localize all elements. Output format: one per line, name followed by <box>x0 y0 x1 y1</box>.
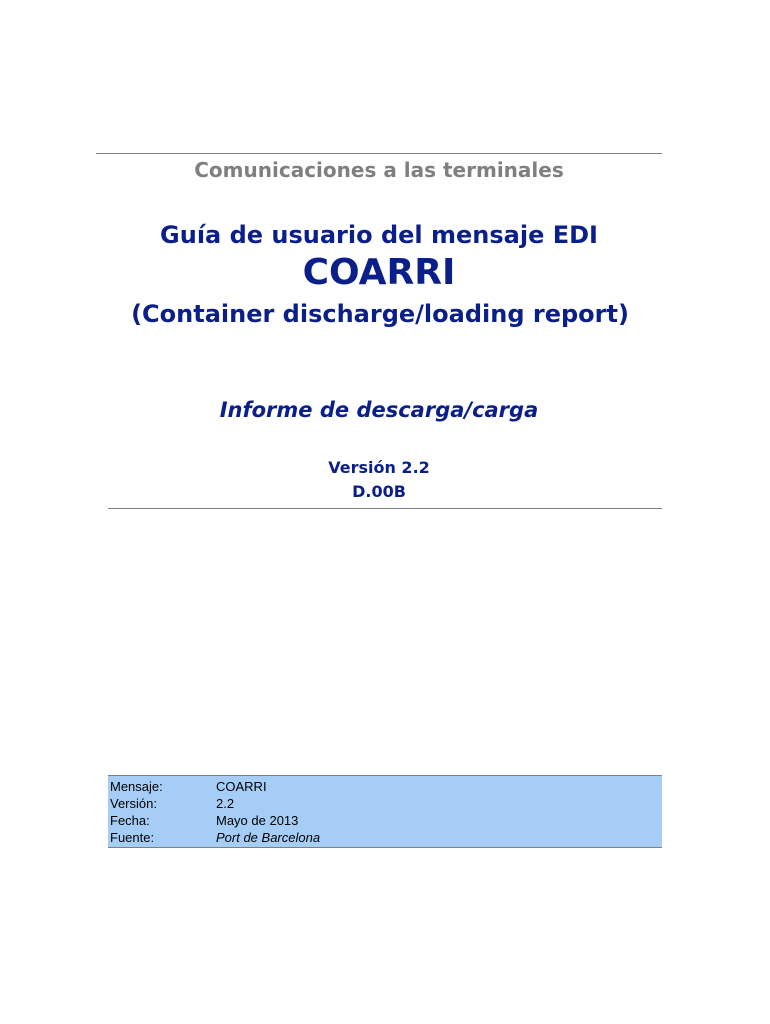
info-value: Port de Barcelona <box>216 830 321 845</box>
directory-label: D.00B <box>352 482 406 501</box>
info-label: Versión: <box>110 796 157 811</box>
middle-divider <box>108 508 662 509</box>
top-divider <box>96 153 662 154</box>
message-name: COARRI <box>302 252 456 293</box>
info-label: Mensaje: <box>110 779 163 794</box>
info-value: COARRI <box>216 779 267 794</box>
info-label: Fuente: <box>110 830 155 845</box>
document-supertitle: Comunicaciones a las terminales <box>194 158 564 182</box>
info-row-message <box>108 778 662 795</box>
info-value: 2.2 <box>216 796 235 811</box>
version-label: Versión 2.2 <box>328 458 430 477</box>
document-info-table <box>108 775 662 848</box>
info-row-source <box>108 829 662 846</box>
info-label: Fecha: <box>110 813 150 828</box>
info-row-date <box>108 812 662 829</box>
info-value: Mayo de 2013 <box>216 813 299 828</box>
document-subtitle: Informe de descarga/carga <box>219 398 539 422</box>
message-description: (Container discharge/loading report) <box>131 300 629 328</box>
info-row-version <box>108 795 662 812</box>
guide-title: Guía de usuario del mensaje EDI <box>160 221 598 249</box>
